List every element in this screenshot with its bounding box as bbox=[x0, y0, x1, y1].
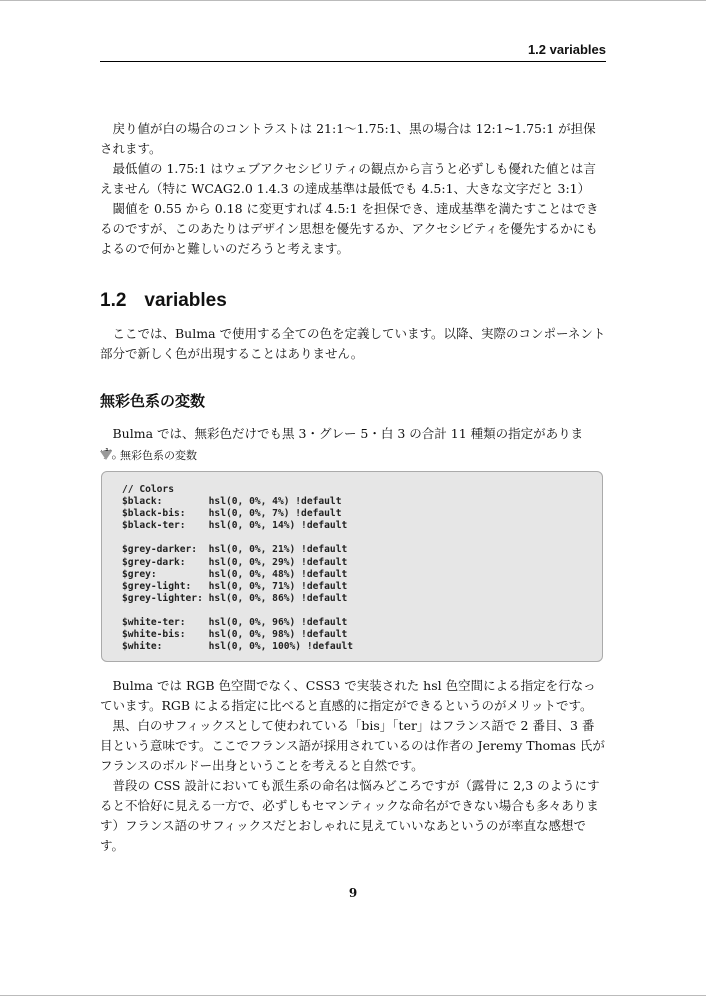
page-bottom-border bbox=[0, 995, 706, 996]
triangle-down-icon bbox=[100, 451, 112, 460]
code-content: // Colors $black: hsl(0, 0%, 4%) !default $black-bis: hsl(0, 0%, 7%) !default $black-ter: hsl(0, 0%, 14%) !default $grey-darker: hsl(0, 0%, 21%) !default $grey-dark: hsl(0, 0%, 29%) !default $grey: hsl(0, 0%, 48%) !default $grey-light: hsl(0, 0%, 71%) !default $grey-lighter: hsl(0, 0%, 86%) !default $white-ter: hsl(0, 0%, 96%) !default $white-bis: hsl(0, 0%, 98%) !default $white: hsl(0, 0%, 100%) !default bbox=[122, 484, 354, 653]
section-heading bbox=[100, 290, 227, 312]
code-caption bbox=[100, 447, 197, 463]
page-top-border bbox=[0, 0, 706, 1]
intro-text bbox=[100, 119, 606, 259]
code-caption-label: 無彩色系の変数 bbox=[120, 450, 197, 462]
subsection-heading: 無彩色系の変数 bbox=[100, 393, 206, 410]
running-header: 1.2 variables bbox=[527, 42, 606, 57]
paragraph: 黒、白のサフィックスとして使われている「bis」「ter」はフランス語で 2 番目、3 番目という意味です。ここでフランス語が採用されているのは作者の Jeremy Thomas 氏がフランスのボルドー出身ということを考えると自然です。 bbox=[100, 718, 605, 773]
paragraph: 戻り値が白の場合のコントラストは 21:1〜1.75:1、黒の場合は 12:1~1.75:1 が担保されます。 bbox=[100, 121, 596, 156]
paragraph: 最低値の 1.75:1 はウェブアクセシビリティの観点から言うと必ずしも優れた値とは言えません（特に WCAG2.0 1.4.3 の達成基準は最低でも 4.5:1、大きな文字だと 3:1） bbox=[100, 161, 596, 196]
paragraph: 閾値を 0.55 から 0.18 に変更すれば 4.5:1 を担保でき、達成基準を満たすことはできるのですが、このあたりはデザイン思想を優先するか、アクセシビティを優先するかにもよるので何かと難しいのだろうと考えます。 bbox=[100, 201, 599, 256]
code-block bbox=[101, 471, 603, 662]
section-number: 1.2 bbox=[100, 290, 127, 311]
paragraph: Bulma では、無彩色だけでも黒 3・グレー 5・白 3 の合計 11 種類の指定があります。 bbox=[100, 426, 584, 461]
paragraph: Bulma では RGB 色空間でなく、CSS3 で実装された hsl 色空間による指定を行なっています。RGB による指定に比べると直感的に指定ができるというのがメリットです。 bbox=[100, 678, 596, 713]
section-text bbox=[100, 324, 606, 364]
page-number: 9 bbox=[348, 886, 358, 900]
section-title: variables bbox=[144, 290, 227, 311]
paragraph: 普段の CSS 設計においても派生系の命名は悩みどころですが（露骨に 2,3 のようにすると不恰好に見える一方で、必ずしもセマンティックな命名ができない場合も多々あります）フランス語のサフィックスだとおしゃれに見えていいなあというのが率直な感想です。 bbox=[100, 778, 600, 853]
after-text bbox=[100, 676, 606, 856]
header-rule bbox=[100, 61, 606, 62]
paragraph: ここでは、Bulma で使用する全ての色を定義しています。以降、実際のコンポーネント部分で新しく色が出現することはありません。 bbox=[100, 326, 606, 361]
